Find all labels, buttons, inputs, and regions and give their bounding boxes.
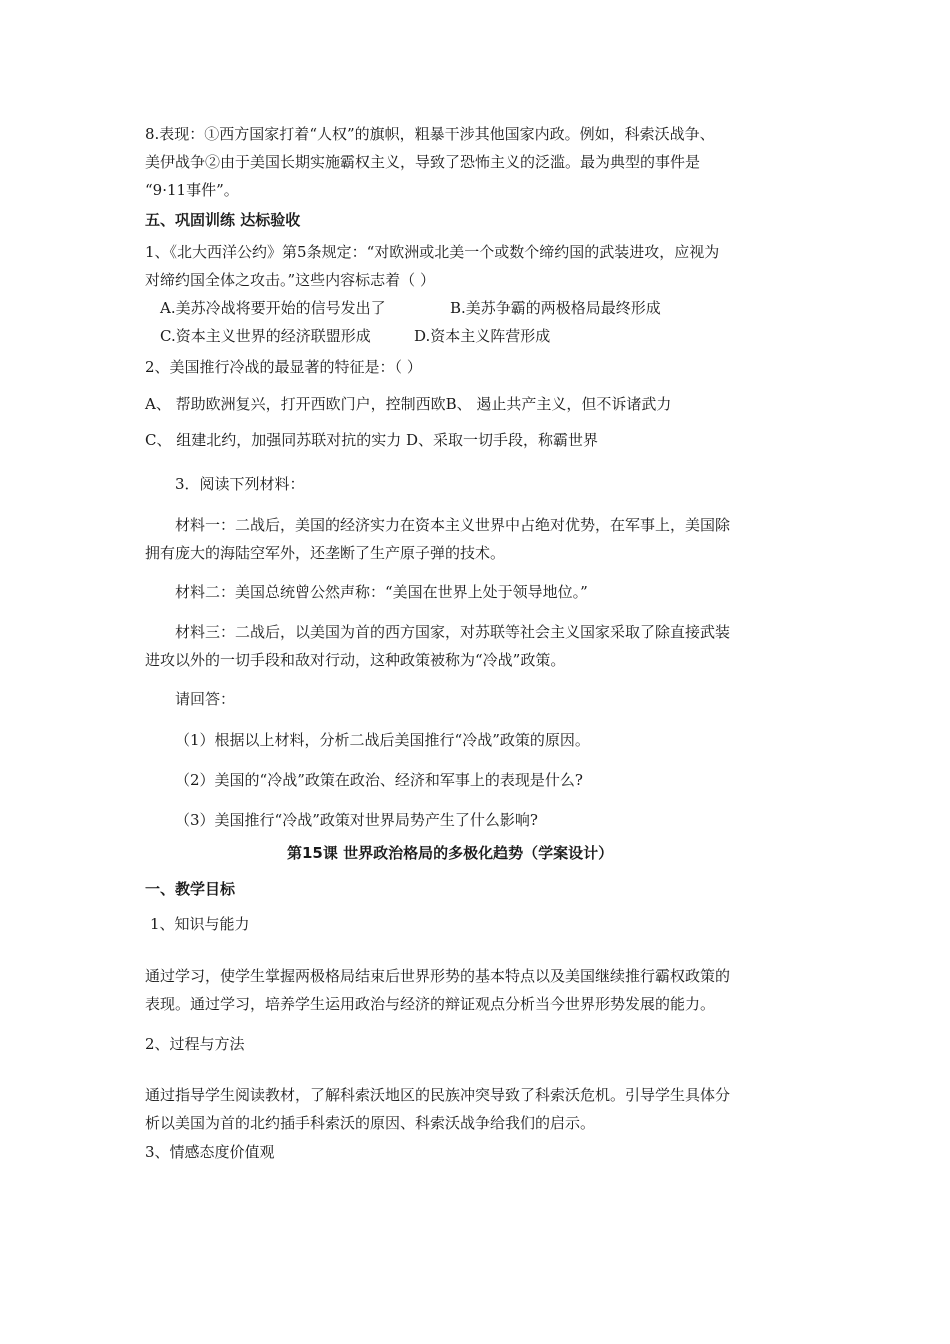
- material-3-line-2: 进攻以外的一切手段和敌对行动，这种政策被称为“冷战”政策。: [145, 651, 566, 669]
- q1-option-a: A.美苏冷战将要开始的信号发出了: [160, 299, 386, 317]
- q1-option-c: C.资本主义世界的经济联盟形成: [160, 327, 371, 345]
- lesson-15-title: 第15课 世界政治格局的多极化趋势（学案设计）: [287, 844, 614, 862]
- q1-stem-line-2: 对缔约国全体之攻击。”这些内容标志着（ ）: [145, 271, 435, 289]
- q1-stem-line-1: 1、《北大西洋公约》第5条规定：“对欧洲或北美一个或数个缔约国的武装进攻，应视为: [145, 243, 720, 261]
- q2-stem: 2、美国推行冷战的最显著的特征是：（ ）: [145, 358, 422, 376]
- emotion-heading: 3、情感态度价值观: [145, 1143, 275, 1161]
- material-3-line-1: 材料三：二战后，以美国为首的西方国家，对苏联等社会主义国家采取了除直接武装: [175, 623, 731, 641]
- q1-option-d: D.资本主义阵营形成: [414, 327, 551, 345]
- q2-options-ab: A、 帮助欧洲复兴，打开西欧门户，控制西欧B、 遏止共产主义，但不诉诸武力: [145, 395, 672, 413]
- material-1-line-2: 拥有庞大的海陆空军外，还垄断了生产原子弹的技术。: [145, 544, 506, 562]
- sec8-line-1: 8.表现：①西方国家打着“人权”的旗帜，粗暴干涉其他国家内政。例如，科索沃战争、: [145, 125, 715, 143]
- ask-prompt: 请回答：: [175, 690, 236, 708]
- q3-stem: 3．阅读下列材料：: [175, 475, 305, 493]
- sub-question-2: （2）美国的“冷战”政策在政治、经济和军事上的表现是什么?: [175, 771, 583, 789]
- q1-option-b: B.美苏争霸的两极格局最终形成: [450, 299, 661, 317]
- knowledge-heading: 1、知识与能力: [150, 915, 250, 933]
- knowledge-line-1: 通过学习，使学生掌握两极格局结束后世界形势的基本特点以及美国继续推行霸权政策的: [145, 967, 731, 985]
- material-2: 材料二：美国总统曾公然声称：“美国在世界上处于领导地位。”: [175, 583, 588, 601]
- section-5-heading: 五、巩固训练 达标验收: [145, 211, 301, 229]
- sub-question-1: （1）根据以上材料，分析二战后美国推行“冷战”政策的原因。: [175, 731, 590, 749]
- goals-heading: 一、教学目标: [145, 880, 236, 898]
- process-line-2: 析以美国为首的北约插手科索沃的原因、科索沃战争给我们的启示。: [145, 1114, 596, 1132]
- process-line-1: 通过指导学生阅读教材，了解科索沃地区的民族冲突导致了科索沃危机。引导学生具体分: [145, 1086, 731, 1104]
- sec8-line-3: “9·11事件”。: [145, 181, 239, 199]
- sub-question-3: （3）美国推行“冷战”政策对世界局势产生了什么影响?: [175, 811, 538, 829]
- material-1-line-1: 材料一：二战后，美国的经济实力在资本主义世界中占绝对优势，在军事上，美国除: [175, 516, 731, 534]
- sec8-line-2: 美伊战争②由于美国长期实施霸权主义，导致了恐怖主义的泛滥。最为典型的事件是: [145, 153, 701, 171]
- process-heading: 2、过程与方法: [145, 1035, 245, 1053]
- q2-options-cd: C、 组建北约，加强同苏联对抗的实力 D、采取一切手段，称霸世界: [145, 431, 599, 449]
- knowledge-line-2: 表现。通过学习，培养学生运用政治与经济的辩证观点分析当今世界形势发展的能力。: [145, 995, 716, 1013]
